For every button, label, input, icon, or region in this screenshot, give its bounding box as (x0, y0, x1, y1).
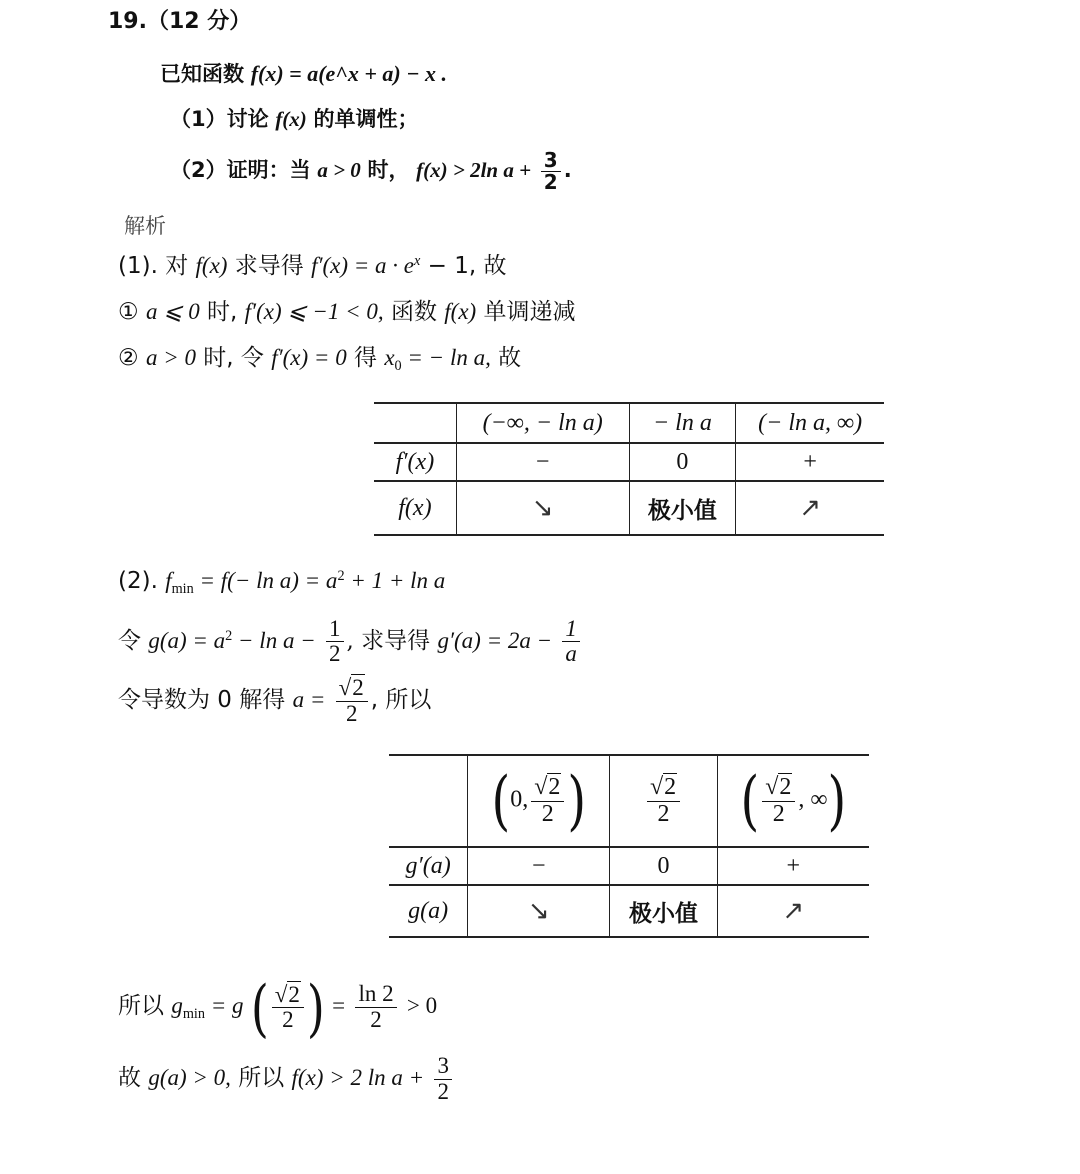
decreasing-arrow-icon: ↘ (456, 481, 629, 535)
solution-step2-g: 令 $g(a) = a^2 - \ln a$ − $\frac{1}{2}$ , 求导得 g′(a) = 2a − $\frac{1}{a}$ (118, 604, 583, 673)
problem-statement: 已知函数 f(x) = a(e^x + a) − x . (160, 61, 448, 86)
table-row: f′(x) − 0 + (374, 443, 884, 481)
part2-fraction: $\frac{3}{2}$ (541, 150, 561, 193)
increasing-arrow-icon: ↗ (717, 885, 869, 937)
problem-heading: 19.（12 分） (108, 9, 252, 34)
table-header-row: (−∞, − ln a) − ln a (− ln a, ∞) (374, 403, 884, 443)
statement-formula: f(x) = a(e^x + a) − x . (250, 61, 448, 86)
monotonicity-table-f (374, 402, 884, 536)
solution-case2: ② a > 0 时, 令 f′(x) = 0 得 $x_0$ = − ln a, 故 (118, 345, 522, 374)
increasing-arrow-icon: ↗ (736, 481, 884, 535)
table-row: g′(a) − 0 + (389, 847, 869, 885)
part1-question: （1）讨论 f(x) 的单调性； (170, 107, 419, 131)
table-row: f(x) ↘ 极小值 ↗ (374, 481, 884, 535)
decreasing-arrow-icon: ↘ (468, 885, 610, 937)
solution-case1: ① a ⩽ 0 时, f′(x) ⩽ −1 < 0, 函数 f(x) 单调递减 (118, 299, 576, 325)
table-row: g(a) ↘ 极小值 ↗ (389, 885, 869, 937)
solution-step2-fmin: (2). $f_{min} = f(- \ln a) = a^2 + 1 + \ln a$ (118, 568, 446, 597)
part2-question: （2）证明：当 a > 0 时， f(x) > 2ln a + $\frac{3}{2}$ . (170, 148, 572, 194)
solution-final-gmin: 所以 $g_{min} = g$ ( $\frac{√2}{2}$ ) = $\frac{\ln 2}{2}$ > 0 (118, 971, 438, 1045)
solution-step2-solve: 令导数为 0 解得 a = $\frac{√2}{2}$ , 所以 (118, 675, 432, 726)
solution-step1: (1). 对 f(x) 求导得 $f'(x) = a \cdot e^x - 1$, 故 (118, 253, 507, 279)
solution-label: 解析 (124, 214, 166, 238)
table-header-row: (0, $\frac{√2}{2}$ ) $\frac{√2}{2}$ ( $\frac{√2}{2}$ , ∞) (389, 755, 869, 847)
solution-final-conclusion: 故 g(a) > 0, 所以 f(x) > 2 ln a + $\frac{3}{2}$ (118, 1046, 455, 1110)
monotonicity-table-g (389, 754, 869, 938)
